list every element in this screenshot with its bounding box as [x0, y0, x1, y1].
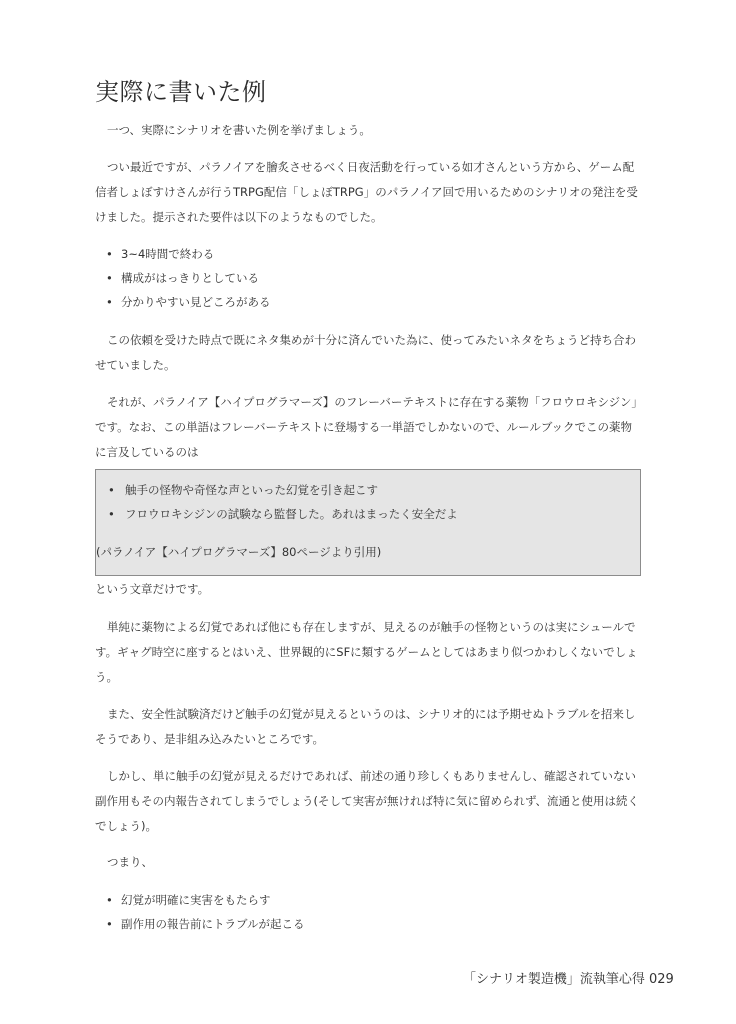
bullet-icon: • [106, 271, 113, 285]
paragraph-ready: この依頼を受けた時点で既にネタ集めが十分に済んでいた為に、使ってみたいネタをちょうど持ち合わせていました。 [95, 333, 636, 372]
page-title: 実際に書いた例 [95, 78, 267, 106]
paragraph-intro: 一つ、実際にシナリオを書いた例を挙げましょう。 [107, 123, 371, 137]
quote-list [96, 478, 640, 526]
quote-citation: (パラノイア【ハイプログラマーズ】80ページより引用) [96, 545, 382, 559]
quote-box [95, 469, 641, 576]
paragraph-request: つい最近ですが、パラノイアを膾炙させるべく日夜活動を行っている如才さんという方から、ゲーム配信者しょぼすけさんが行うTRPG配信「しょぼTRPG」のパラノイア回で用いるためのシナリオの発注を受けました。提示された要件は以下のようなものでした。 [95, 160, 638, 224]
bullet-icon: • [108, 507, 115, 521]
list-item: • 3~4時間で終わる [95, 242, 641, 266]
bullet-icon: • [106, 247, 113, 261]
bullet-icon: • [106, 295, 113, 309]
list-item: • 副作用の報告前にトラブルが起こる [95, 912, 641, 936]
list-item: • 触手の怪物や奇怪な声といった幻覚を引き起こす [96, 478, 640, 502]
conclusions-list [95, 888, 641, 936]
bullet-icon: • [106, 917, 113, 931]
paragraph-hallucination: 単純に薬物による幻覚であれば他にも存在しますが、見えるのが触手の怪物というのは実にシュールです。ギャグ時空に座するとはいえ、世界観的にSFに類するゲームとしてはあまり似つかわしくないでしょう。 [95, 620, 638, 684]
list-item: • 分かりやすい見どころがある [95, 290, 641, 314]
paragraph-trouble: また、安全性試験済だけど触手の幻覚が見えるというのは、シナリオ的には予期せぬトラブルを招来しそうであり、是非組み込みたいところです。 [95, 707, 636, 746]
paragraph-side-effects: しかし、単に触手の幻覚が見えるだけであれば、前述の通り珍しくもありませんし、確認されていない副作用もその内報告されてしまうでしょう(そして実害が無ければ特に気に留められず、流通と使用は続くでしょう)。 [95, 769, 640, 833]
paragraph-therefore: つまり、 [107, 855, 153, 869]
list-item: • 幻覚が明確に実害をもたらす [95, 888, 641, 912]
list-item: • フロウロキシジンの試験なら監督した。あれはまったく安全だよ [96, 502, 640, 526]
bullet-icon: • [108, 483, 115, 497]
bullet-icon: • [106, 893, 113, 907]
paragraph-only-text: という文章だけです。 [95, 582, 210, 596]
page-footer: 「シナリオ製造機」流執筆心得 029 [463, 972, 674, 987]
paragraph-drug: それが、パラノイア【ハイプログラマーズ】のフレーバーテキストに存在する薬物「フロウロキシジン」です。なお、この単語はフレーバーテキストに登場する一単語でしかないので、ルールブックでこの薬物に言及しているのは [95, 395, 638, 459]
requirements-list [95, 242, 641, 314]
list-item: • 構成がはっきりとしている [95, 266, 641, 290]
